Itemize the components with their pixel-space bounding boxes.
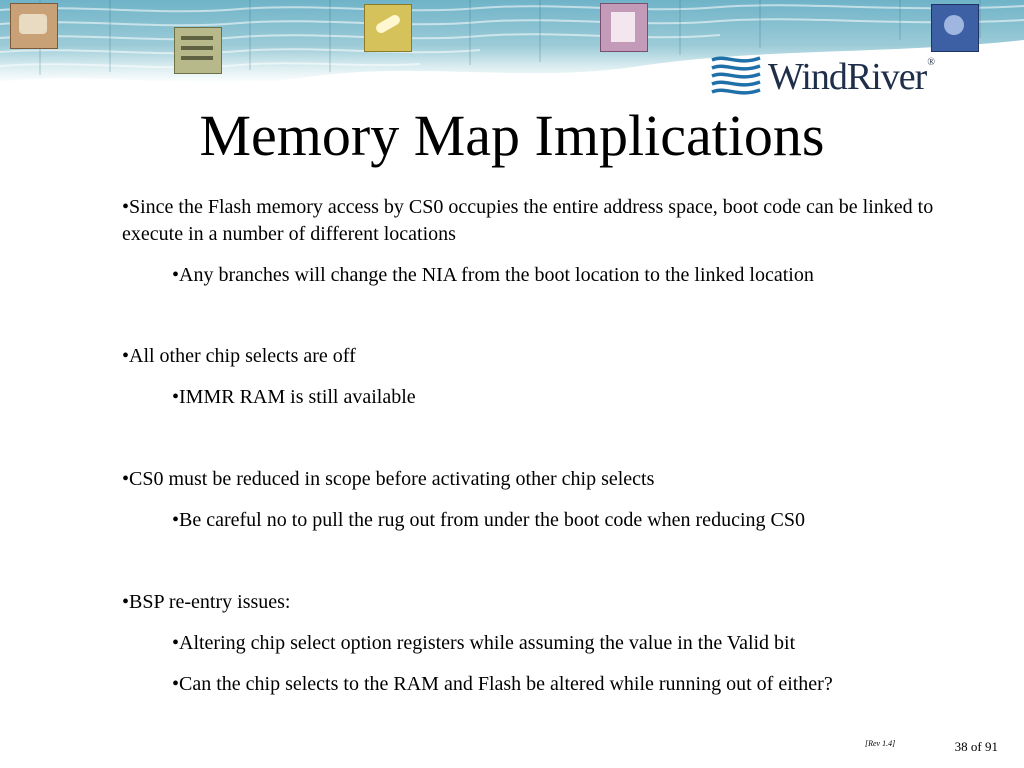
bullet-item: •Can the chip selects to the RAM and Flash be altered while running out of either?	[172, 673, 833, 695]
bullet-item: •Altering chip select option registers while assuming the value in the Valid bit	[172, 632, 796, 654]
bullet-item: •Any branches will change the NIA from the boot location to the linked location	[172, 264, 814, 286]
document-icon	[600, 3, 648, 52]
bullet-list	[122, 194, 942, 698]
windriver-logo	[708, 52, 958, 102]
logo-wordmark: WindRiver®	[768, 56, 934, 98]
bullet-item: •CS0 must be reduced in scope before activating other chip selects	[122, 468, 655, 490]
bullet-item: •IMMR RAM is still available	[172, 386, 416, 408]
bullet-item: •All other chip selects are off	[122, 345, 356, 367]
circuit-board-icon	[174, 27, 222, 74]
bullet-item: •BSP re-entry issues:	[122, 591, 291, 613]
revision-label: [Rev 1.4]	[865, 739, 896, 748]
page-number: 38 of 91	[954, 739, 998, 754]
wave-logo-icon	[708, 54, 764, 100]
satellite-dish-icon	[931, 4, 979, 52]
telephone-icon	[10, 3, 58, 49]
bullet-item: •Be careful no to pull the rug out from under the boot code when reducing CS0	[172, 509, 805, 531]
bullet-item: •Since the Flash memory access by CS0 occupies the entire address space, boot code can be linked to execute in a number of different locations	[122, 196, 934, 245]
slide-title: Memory Map Implications	[199, 103, 825, 168]
space-shuttle-icon	[364, 4, 412, 52]
